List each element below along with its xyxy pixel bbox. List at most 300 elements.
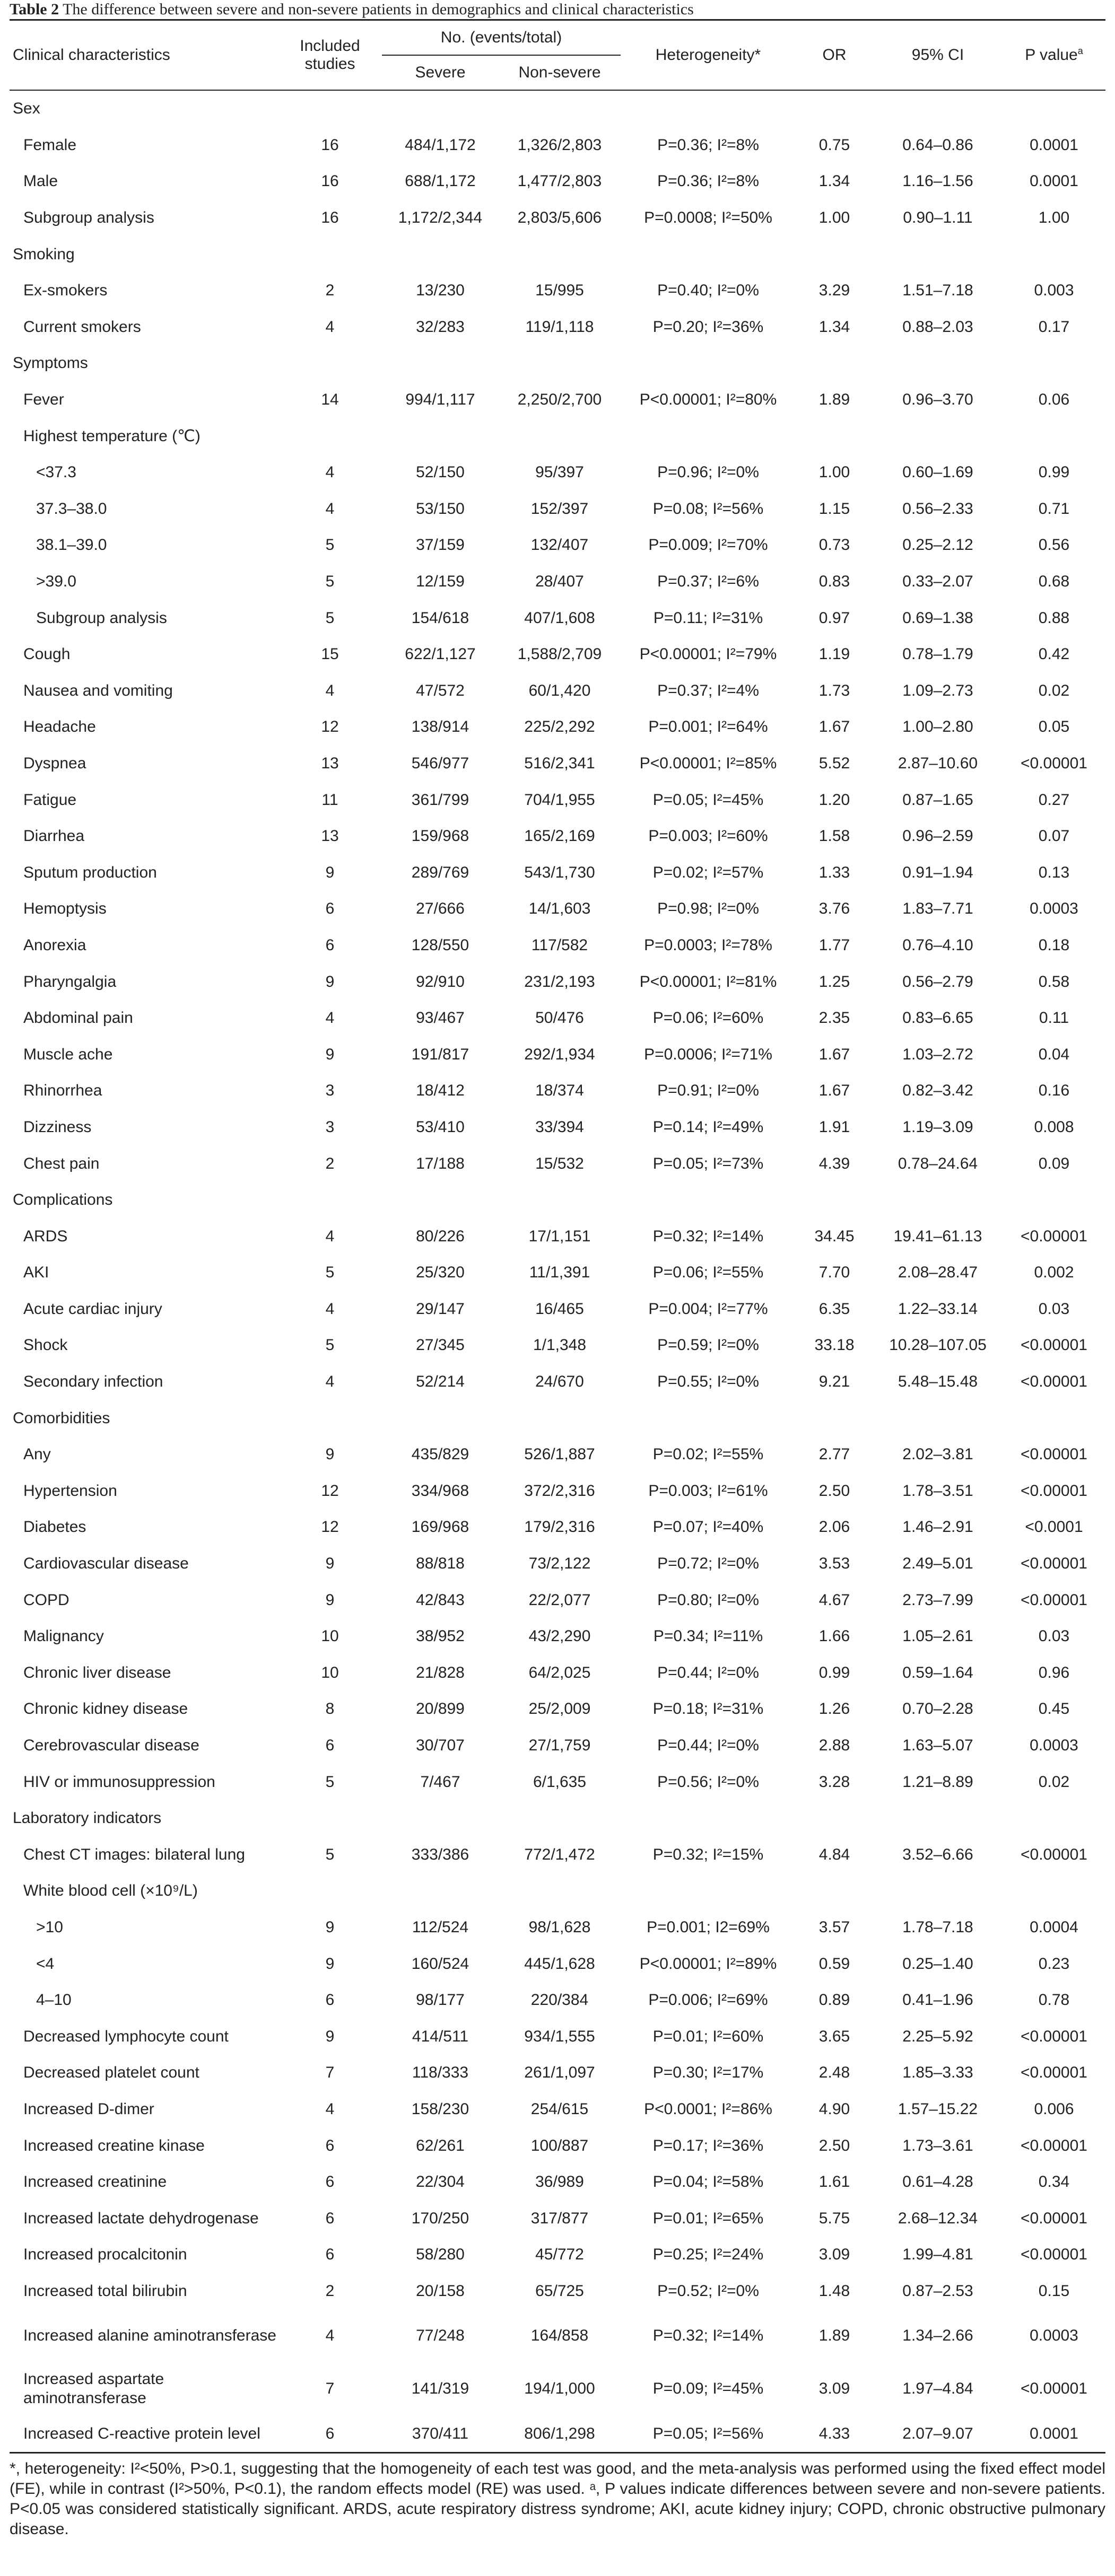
pvalue-cell bbox=[1003, 1182, 1105, 1219]
characteristic-cell: Diarrhea bbox=[23, 827, 85, 845]
characteristic-cell: Cardiovascular disease bbox=[23, 1555, 189, 1573]
or-cell: 0.89 bbox=[818, 1991, 850, 2009]
non-severe-cell: 372/2,316 bbox=[524, 1482, 595, 1500]
non-severe-cell bbox=[499, 236, 621, 273]
characteristic-cell: Hemoptysis bbox=[23, 900, 107, 918]
severe-cell: 1,172/2,344 bbox=[398, 209, 483, 227]
severe-cell: 22/304 bbox=[416, 2173, 465, 2191]
heterogeneity-cell: P=0.18; I²=31% bbox=[652, 1700, 764, 1718]
pvalue-cell: <0.00001 bbox=[1021, 1336, 1087, 1354]
studies-cell: 5 bbox=[325, 1264, 335, 1282]
heterogeneity-cell: P=0.0008; I²=50% bbox=[644, 209, 772, 227]
characteristic-cell: Increased total bilirubin bbox=[23, 2282, 187, 2300]
pvalue-cell: 0.88 bbox=[1038, 609, 1070, 627]
severe-cell: 88/818 bbox=[416, 1555, 465, 1573]
studies-cell: 9 bbox=[325, 1445, 335, 1464]
severe-cell: 333/386 bbox=[411, 1845, 469, 1863]
characteristic-cell: Headache bbox=[23, 718, 96, 736]
ci-cell: 1.09–2.73 bbox=[902, 681, 973, 699]
heterogeneity-cell: P=0.01; I²=60% bbox=[652, 2027, 764, 2045]
pvalue-cell: 0.15 bbox=[1038, 2282, 1070, 2300]
severe-cell: 688/1,172 bbox=[405, 172, 476, 190]
or-cell: 1.91 bbox=[818, 1118, 850, 1136]
table-row bbox=[10, 891, 1105, 927]
studies-cell: 6 bbox=[325, 2136, 335, 2154]
table-row bbox=[10, 163, 1105, 200]
characteristic-cell: Shock bbox=[23, 1336, 68, 1354]
pvalue-cell: <0.00001 bbox=[1021, 2246, 1087, 2264]
category-row bbox=[10, 236, 1105, 273]
characteristic-cell: Diabetes bbox=[23, 1518, 86, 1536]
heterogeneity-cell: P=0.25; I²=24% bbox=[652, 2246, 764, 2264]
heterogeneity-cell: P=0.36; I²=8% bbox=[657, 172, 759, 190]
non-severe-cell: 704/1,955 bbox=[524, 791, 595, 809]
or-cell bbox=[796, 1400, 873, 1436]
table-row bbox=[10, 2309, 1105, 2362]
pvalue-cell: 0.58 bbox=[1038, 972, 1070, 991]
table-label: Table 2 bbox=[10, 1, 59, 18]
ci-cell: 1.03–2.72 bbox=[902, 1045, 973, 1063]
pvalue-cell: 0.0003 bbox=[1030, 900, 1078, 918]
heterogeneity-cell: P=0.009; I²=70% bbox=[648, 536, 768, 554]
or-cell: 2.35 bbox=[818, 1009, 850, 1027]
ci-cell: 0.76–4.10 bbox=[902, 936, 973, 954]
pvalue-cell: 0.13 bbox=[1038, 863, 1070, 881]
heterogeneity-cell: P=0.06; I²=60% bbox=[652, 1009, 764, 1027]
characteristic-cell: Secondary infection bbox=[23, 1373, 163, 1391]
or-cell: 1.33 bbox=[818, 863, 850, 881]
heterogeneity-cell bbox=[621, 1800, 796, 1837]
or-cell: 1.58 bbox=[818, 827, 850, 845]
non-severe-cell: 2,803/5,606 bbox=[517, 209, 602, 227]
table-row bbox=[10, 673, 1105, 709]
ci-cell: 1.34–2.66 bbox=[902, 2327, 973, 2345]
ci-cell: 2.25–5.92 bbox=[902, 2027, 973, 2045]
characteristic-cell: HIV or immunosuppression bbox=[23, 1773, 215, 1791]
or-cell bbox=[796, 236, 873, 273]
heterogeneity-cell: P=0.20; I²=36% bbox=[652, 318, 764, 336]
characteristic-cell: <37.3 bbox=[36, 463, 76, 481]
non-severe-cell: 317/877 bbox=[530, 2209, 589, 2227]
pvalue-cell: <0.00001 bbox=[1021, 1482, 1087, 1500]
studies-cell: 16 bbox=[321, 209, 339, 227]
or-cell: 3.29 bbox=[818, 282, 850, 300]
severe-cell: 53/150 bbox=[416, 500, 465, 518]
or-cell: 2.88 bbox=[818, 1737, 850, 1755]
ci-cell: 0.78–1.79 bbox=[902, 645, 973, 663]
category-row bbox=[10, 1182, 1105, 1219]
ci-cell: 0.25–1.40 bbox=[902, 1955, 973, 1973]
heterogeneity-cell: P=0.003; I²=60% bbox=[648, 827, 768, 845]
ci-cell: 0.69–1.38 bbox=[902, 609, 973, 627]
or-cell bbox=[796, 1800, 873, 1837]
or-cell: 1.25 bbox=[818, 972, 850, 991]
table-row bbox=[10, 1691, 1105, 1728]
or-cell: 5.75 bbox=[818, 2209, 850, 2227]
non-severe-cell: 6/1,635 bbox=[533, 1773, 587, 1791]
ci-cell bbox=[873, 1873, 1003, 1909]
severe-cell: 37/159 bbox=[416, 536, 465, 554]
severe-cell: 289/769 bbox=[411, 863, 469, 881]
ci-cell: 2.07–9.07 bbox=[873, 2415, 1003, 2452]
heterogeneity-cell: P=0.34; I²=11% bbox=[653, 1627, 763, 1645]
or-cell bbox=[796, 1873, 873, 1909]
ci-cell bbox=[873, 236, 1003, 273]
or-cell: 1.67 bbox=[818, 1082, 850, 1100]
or-cell: 1.19 bbox=[818, 645, 850, 663]
table-row bbox=[10, 527, 1105, 564]
table-row bbox=[10, 927, 1105, 964]
studies-cell: 5 bbox=[325, 609, 335, 627]
non-severe-cell: 1/1,348 bbox=[533, 1336, 587, 1354]
severe-cell: 12/159 bbox=[416, 573, 465, 591]
ci-cell: 1.78–7.18 bbox=[902, 1918, 973, 1936]
non-severe-cell: 407/1,608 bbox=[524, 609, 595, 627]
severe-cell bbox=[382, 236, 499, 273]
or-cell: 3.57 bbox=[818, 1918, 850, 1936]
or-cell: 1.48 bbox=[818, 2282, 850, 2300]
pvalue-cell: 1.00 bbox=[1038, 209, 1070, 227]
severe-cell: 27/666 bbox=[416, 900, 465, 918]
heterogeneity-cell: P=0.40; I²=0% bbox=[657, 282, 759, 300]
table-row bbox=[10, 418, 1105, 454]
or-cell: 0.83 bbox=[818, 573, 850, 591]
or-cell: 1.67 bbox=[818, 1045, 850, 1063]
studies-cell: 6 bbox=[325, 1991, 335, 2009]
ci-cell: 0.41–1.96 bbox=[902, 1991, 973, 2009]
table-row bbox=[10, 636, 1105, 673]
heterogeneity-cell: P=0.08; I²=56% bbox=[652, 500, 764, 518]
studies-cell bbox=[278, 1400, 382, 1436]
table-row bbox=[10, 309, 1105, 346]
characteristic-cell: Ex-smokers bbox=[23, 282, 108, 300]
table-row bbox=[10, 1837, 1105, 1873]
table-footnote: *, heterogeneity: I²<50%, P>0.1, suggesting that the homogeneity of each test was good, and the meta-analysis was performed using the fixed effect model (FE), while in contrast (I²>50%, P<0.1), the random effects model (RE) was used. ᵃ, P values indicate differences between severe and non-severe patients. P<0.05 was considered statistically significant. ARDS, acute respiratory distress syndrome; AKI, acute kidney injury; COPD, chronic obstructive pulmonary disease. bbox=[10, 2459, 1105, 2538]
ci-cell: 19.41–61.13 bbox=[893, 1227, 982, 1245]
heterogeneity-cell: P=0.05; I²=73% bbox=[652, 1154, 764, 1172]
paper-page bbox=[10, 0, 1105, 2576]
or-cell bbox=[796, 345, 873, 382]
heterogeneity-cell: P=0.91; I²=0% bbox=[657, 1082, 759, 1100]
table-caption-text: The difference between severe and non-severe patients in demographics and clinical characteristics bbox=[63, 1, 694, 18]
or-cell: 1.61 bbox=[818, 2173, 850, 2191]
non-severe-cell: 1,326/2,803 bbox=[517, 136, 602, 154]
heterogeneity-cell: P=0.02; I²=57% bbox=[652, 863, 764, 881]
pvalue-cell: 0.42 bbox=[1038, 645, 1070, 663]
non-severe-cell: 100/887 bbox=[530, 2136, 589, 2154]
ci-cell: 0.82–3.42 bbox=[902, 1082, 973, 1100]
table-row bbox=[10, 1073, 1105, 1109]
or-cell: 1.77 bbox=[818, 936, 850, 954]
pvalue-cell: <0.00001 bbox=[1021, 754, 1087, 772]
table-row bbox=[10, 2127, 1105, 2164]
non-severe-cell: 65/725 bbox=[535, 2282, 584, 2300]
studies-cell: 4 bbox=[325, 1227, 335, 1245]
severe-cell bbox=[382, 1182, 499, 1219]
characteristic-cell: Abdominal pain bbox=[23, 1009, 133, 1027]
ci-cell: 0.60–1.69 bbox=[902, 463, 973, 481]
table-row bbox=[10, 1109, 1105, 1146]
heterogeneity-cell: P=0.02; I²=55% bbox=[652, 1445, 764, 1464]
table-row bbox=[10, 127, 1105, 164]
or-cell bbox=[796, 1182, 873, 1219]
studies-cell: 3 bbox=[325, 1118, 335, 1136]
header-pvalue-sup: a bbox=[1077, 46, 1083, 56]
heterogeneity-cell: P=0.006; I²=69% bbox=[648, 1991, 768, 2009]
table-row bbox=[10, 564, 1105, 600]
severe-cell: 622/1,127 bbox=[405, 645, 476, 663]
ci-cell: 1.51–7.18 bbox=[902, 282, 973, 300]
characteristic-cell: AKI bbox=[23, 1264, 49, 1282]
ci-cell: 1.46–2.91 bbox=[902, 1518, 973, 1536]
ci-cell: 1.97–4.84 bbox=[902, 2380, 973, 2398]
pvalue-cell: <0.00001 bbox=[1021, 1555, 1087, 1573]
pvalue-cell bbox=[1003, 1873, 1105, 1909]
heterogeneity-cell: P<0.00001; I²=79% bbox=[639, 645, 777, 663]
studies-cell: 4 bbox=[325, 1009, 335, 1027]
heterogeneity-cell: P=0.30; I²=17% bbox=[652, 2064, 764, 2082]
heterogeneity-cell bbox=[621, 418, 796, 454]
pvalue-cell: 0.02 bbox=[1038, 681, 1070, 699]
heterogeneity-cell: P<0.00001; I²=85% bbox=[639, 754, 777, 772]
table-row bbox=[10, 200, 1105, 236]
pvalue-cell: 0.0003 bbox=[1030, 1737, 1078, 1755]
severe-cell: 112/524 bbox=[412, 1918, 469, 1936]
heterogeneity-cell: P=0.80; I²=0% bbox=[657, 1591, 759, 1609]
studies-cell: 3 bbox=[325, 1082, 335, 1100]
non-severe-cell: 25/2,009 bbox=[528, 1700, 591, 1718]
ci-cell: 0.91–1.94 bbox=[902, 863, 973, 881]
or-cell: 0.99 bbox=[818, 1663, 850, 1681]
non-severe-cell: 225/2,292 bbox=[524, 718, 595, 736]
heterogeneity-cell: P=0.001; I²=64% bbox=[648, 718, 768, 736]
heterogeneity-cell: P=0.56; I²=0% bbox=[657, 1773, 759, 1791]
severe-cell: 154/618 bbox=[411, 609, 469, 627]
severe-cell: 52/214 bbox=[416, 1373, 465, 1391]
studies-cell bbox=[278, 1800, 382, 1837]
studies-cell: 4 bbox=[325, 463, 335, 481]
characteristic-cell: Cough bbox=[23, 645, 71, 663]
pvalue-cell: 0.16 bbox=[1038, 1082, 1070, 1100]
heterogeneity-cell: P=0.003; I²=61% bbox=[648, 1482, 768, 1500]
pvalue-cell: <0.00001 bbox=[1021, 1445, 1087, 1464]
pvalue-cell: 0.18 bbox=[1038, 936, 1070, 954]
characteristic-cell: Chronic liver disease bbox=[23, 1663, 171, 1681]
table-row bbox=[10, 491, 1105, 528]
pvalue-cell: 0.03 bbox=[1038, 1300, 1070, 1318]
studies-cell: 7 bbox=[325, 2380, 335, 2398]
non-severe-cell: 95/397 bbox=[535, 463, 584, 481]
ci-cell: 1.83–7.71 bbox=[902, 900, 973, 918]
pvalue-cell: 0.23 bbox=[1038, 1955, 1070, 1973]
heterogeneity-cell: P=0.01; I²=65% bbox=[652, 2209, 764, 2227]
heterogeneity-cell: P=0.32; I²=14% bbox=[652, 2327, 764, 2345]
header-heterogeneity: Heterogeneity* bbox=[621, 20, 796, 91]
or-cell: 2.50 bbox=[818, 1482, 850, 1500]
characteristic-cell: Anorexia bbox=[23, 936, 86, 954]
or-cell: 3.76 bbox=[818, 900, 850, 918]
severe-cell: 62/261 bbox=[416, 2136, 465, 2154]
non-severe-cell: 15/532 bbox=[535, 1154, 584, 1172]
pvalue-cell: 0.03 bbox=[1038, 1627, 1070, 1645]
severe-cell: 47/572 bbox=[416, 681, 465, 699]
header-non-severe: Non-severe bbox=[499, 55, 621, 90]
heterogeneity-cell: P=0.96; I²=0% bbox=[657, 463, 759, 481]
characteristic-cell: <4 bbox=[36, 1955, 55, 1973]
ci-cell: 1.78–3.51 bbox=[902, 1482, 973, 1500]
studies-cell: 6 bbox=[325, 2173, 335, 2191]
severe-cell: 20/158 bbox=[416, 2282, 465, 2300]
non-severe-cell bbox=[499, 1800, 621, 1837]
or-cell: 1.66 bbox=[818, 1627, 850, 1645]
table-row bbox=[10, 1764, 1105, 1800]
characteristic-cell: >39.0 bbox=[36, 573, 76, 591]
pvalue-cell: 0.07 bbox=[1038, 827, 1070, 845]
severe-cell: 191/817 bbox=[411, 1045, 469, 1063]
pvalue-cell: <0.00001 bbox=[1021, 2209, 1087, 2227]
studies-cell: 15 bbox=[321, 645, 339, 663]
table-row bbox=[10, 854, 1105, 891]
characteristic-cell: Increased procalcitonin bbox=[23, 2246, 187, 2264]
characteristic-cell: 37.3–38.0 bbox=[36, 500, 107, 518]
non-severe-cell: 119/1,118 bbox=[525, 318, 594, 336]
or-cell: 3.65 bbox=[818, 2027, 850, 2045]
severe-cell: 158/230 bbox=[411, 2100, 469, 2118]
table-row bbox=[10, 1291, 1105, 1328]
studies-cell: 6 bbox=[325, 2246, 335, 2264]
ci-cell: 1.05–2.61 bbox=[902, 1627, 973, 1645]
studies-cell: 9 bbox=[325, 972, 335, 991]
header-pvalue-text: P value bbox=[1025, 46, 1078, 64]
or-cell: 1.00 bbox=[818, 209, 850, 227]
characteristic-cell: Malignancy bbox=[23, 1627, 104, 1645]
or-cell: 3.09 bbox=[818, 2246, 850, 2264]
characteristic-cell: 4–10 bbox=[36, 1991, 72, 2009]
ci-cell: 0.90–1.11 bbox=[903, 209, 973, 227]
characteristic-cell: 38.1–39.0 bbox=[36, 536, 107, 554]
pvalue-cell: <0.00001 bbox=[1021, 2064, 1087, 2082]
ci-cell: 5.48–15.48 bbox=[898, 1373, 978, 1391]
table-row bbox=[10, 1909, 1105, 1946]
severe-cell: 118/333 bbox=[412, 2064, 469, 2082]
studies-cell: 2 bbox=[325, 282, 335, 300]
severe-cell: 80/226 bbox=[416, 1227, 465, 1245]
heterogeneity-cell: P=0.98; I²=0% bbox=[657, 900, 759, 918]
ci-cell bbox=[873, 90, 1003, 127]
pvalue-cell: 0.99 bbox=[1038, 463, 1070, 481]
ci-cell: 0.59–1.64 bbox=[902, 1663, 973, 1681]
severe-cell bbox=[382, 345, 499, 382]
characteristic-cell: Fever bbox=[23, 391, 64, 409]
studies-cell bbox=[278, 1873, 382, 1909]
pvalue-cell: 0.06 bbox=[1038, 391, 1070, 409]
characteristic-cell: Increased creatine kinase bbox=[23, 2136, 205, 2154]
non-severe-cell: 117/582 bbox=[531, 936, 588, 954]
heterogeneity-cell bbox=[621, 90, 796, 127]
characteristic-cell: Increased aspartate aminotransferase bbox=[23, 2370, 164, 2407]
non-severe-cell: 50/476 bbox=[535, 1009, 584, 1027]
non-severe-cell bbox=[499, 1182, 621, 1219]
non-severe-cell bbox=[499, 1873, 621, 1909]
characteristic-cell: Fatigue bbox=[23, 791, 77, 809]
severe-cell: 25/320 bbox=[416, 1264, 465, 1282]
table-row bbox=[10, 1655, 1105, 1692]
severe-cell: 546/977 bbox=[411, 754, 469, 772]
characteristic-cell: Increased D-dimer bbox=[23, 2100, 154, 2118]
ci-cell: 1.16–1.56 bbox=[902, 172, 973, 190]
studies-cell: 4 bbox=[325, 2327, 335, 2345]
characteristic-cell: Current smokers bbox=[23, 318, 141, 336]
non-severe-cell: 16/465 bbox=[535, 1300, 584, 1318]
pvalue-cell: <0.00001 bbox=[1021, 2136, 1087, 2154]
or-cell: 1.67 bbox=[818, 718, 850, 736]
or-cell: 9.21 bbox=[818, 1373, 850, 1391]
severe-cell: 7/467 bbox=[420, 1773, 460, 1791]
ci-cell: 0.96–2.59 bbox=[902, 827, 973, 845]
or-cell: 0.73 bbox=[818, 536, 850, 554]
category-row bbox=[10, 1800, 1105, 1837]
table-row bbox=[10, 273, 1105, 309]
non-severe-cell: 36/989 bbox=[535, 2173, 584, 2191]
table-row bbox=[10, 2164, 1105, 2201]
severe-cell: 128/550 bbox=[411, 936, 469, 954]
table-row bbox=[10, 454, 1105, 491]
pvalue-cell: 0.003 bbox=[1034, 282, 1074, 300]
severe-cell: 20/899 bbox=[416, 1700, 465, 1718]
pvalue-cell: <0.0001 bbox=[1025, 1518, 1083, 1536]
heterogeneity-cell: P=0.59; I²=0% bbox=[657, 1336, 759, 1354]
or-cell: 2.50 bbox=[818, 2136, 850, 2154]
ci-cell: 2.73–7.99 bbox=[902, 1591, 973, 1609]
header-or: OR bbox=[796, 20, 873, 91]
non-severe-cell bbox=[499, 418, 621, 454]
ci-cell bbox=[873, 418, 1003, 454]
table-row bbox=[10, 1218, 1105, 1255]
or-cell: 34.45 bbox=[814, 1227, 855, 1245]
table-row bbox=[10, 746, 1105, 782]
or-cell: 1.34 bbox=[818, 172, 850, 190]
or-cell: 33.18 bbox=[814, 1336, 855, 1354]
ci-cell bbox=[873, 1182, 1003, 1219]
ci-cell: 0.64–0.86 bbox=[902, 136, 973, 154]
pvalue-cell: <0.00001 bbox=[1021, 1227, 1087, 1245]
heterogeneity-cell: P=0.0003; I²=78% bbox=[644, 936, 772, 954]
pvalue-cell: 0.45 bbox=[1038, 1700, 1070, 1718]
characteristic-cell: Female bbox=[23, 136, 77, 154]
table-row bbox=[10, 1982, 1105, 2019]
non-severe-cell: 64/2,025 bbox=[528, 1663, 591, 1681]
heterogeneity-cell: P=0.44; I²=0% bbox=[657, 1737, 759, 1755]
severe-cell bbox=[382, 418, 499, 454]
ci-cell: 1.00–2.80 bbox=[902, 718, 973, 736]
ci-cell: 0.83–6.65 bbox=[902, 1009, 973, 1027]
table-row bbox=[10, 1618, 1105, 1655]
characteristic-cell: Decreased platelet count bbox=[23, 2064, 199, 2082]
heterogeneity-cell: P=0.04; I²=58% bbox=[652, 2173, 764, 2191]
heterogeneity-cell: P=0.37; I²=6% bbox=[657, 573, 759, 591]
studies-cell: 9 bbox=[325, 863, 335, 881]
pvalue-cell: <0.00001 bbox=[1021, 2027, 1087, 2045]
studies-cell: 2 bbox=[325, 2282, 335, 2300]
non-severe-cell: 2,250/2,700 bbox=[517, 391, 602, 409]
studies-cell: 6 bbox=[325, 1737, 335, 1755]
characteristic-cell: Chest CT images: bilateral lung bbox=[23, 1845, 245, 1863]
studies-cell: 11 bbox=[321, 791, 338, 809]
studies-cell bbox=[278, 236, 382, 273]
characteristic-cell: COPD bbox=[23, 1591, 69, 1609]
heterogeneity-cell: P=0.05; I²=45% bbox=[652, 791, 764, 809]
table-row bbox=[10, 382, 1105, 418]
